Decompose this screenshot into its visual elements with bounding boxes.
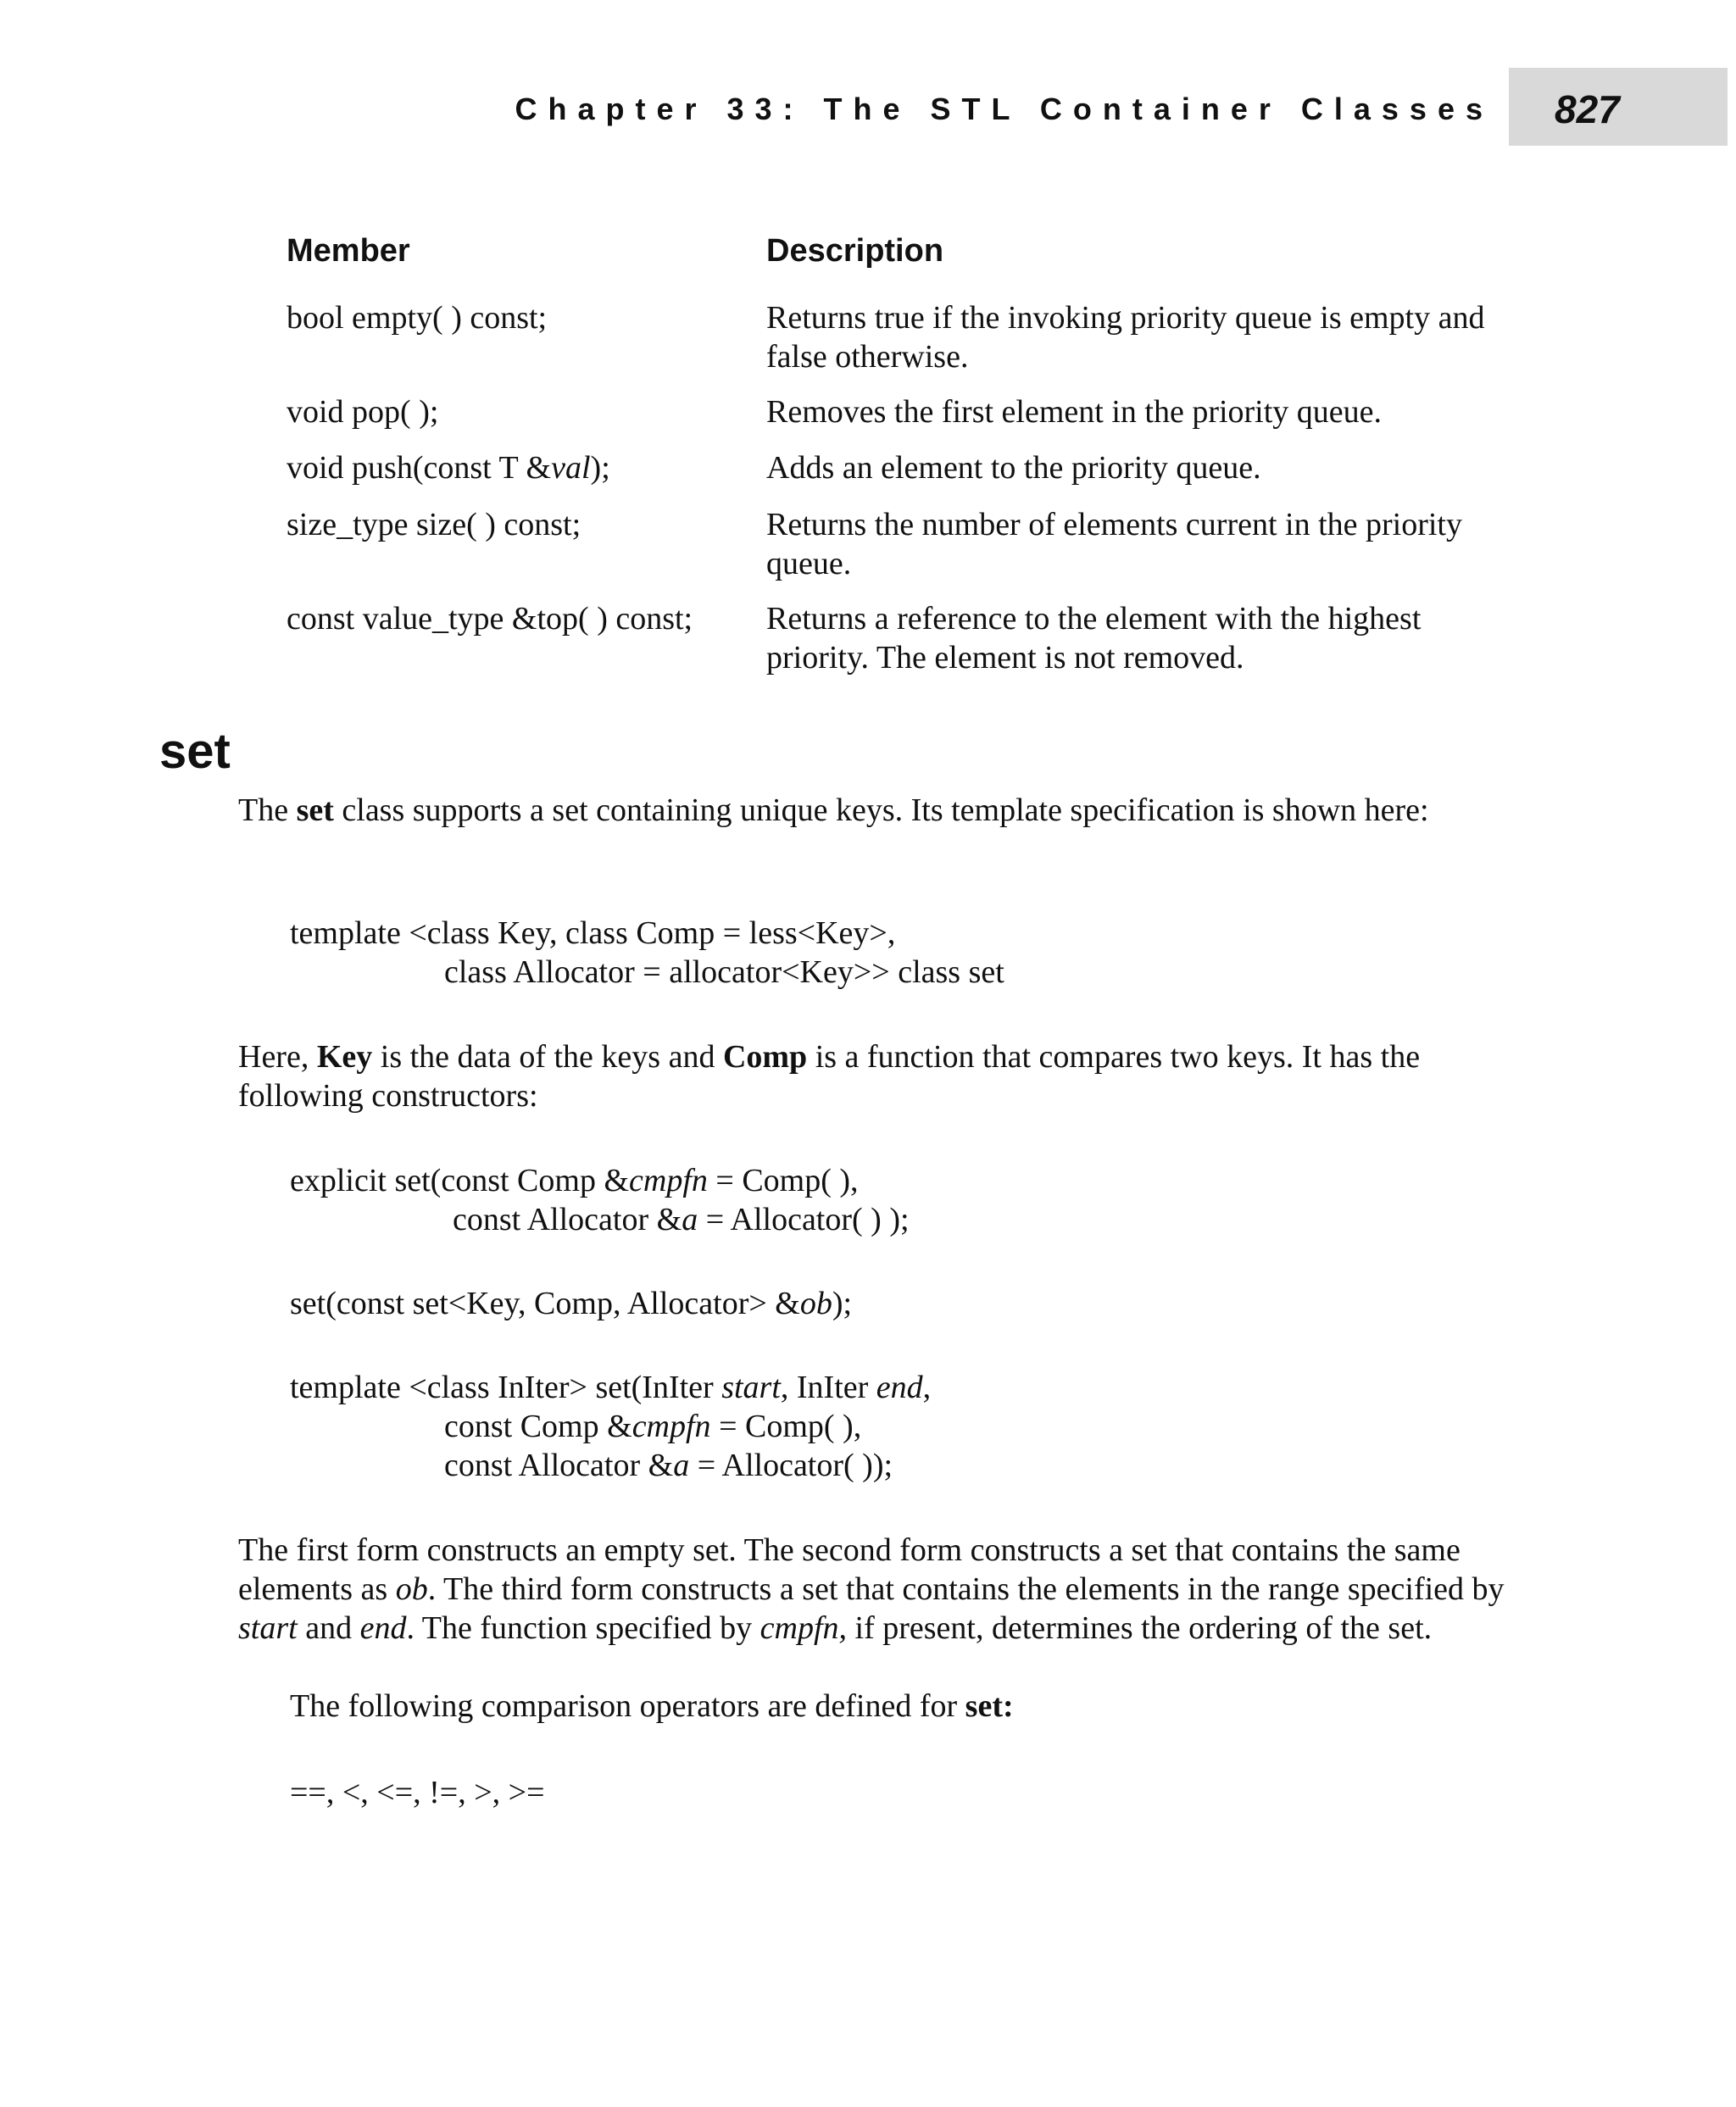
operators-list: ==, <, <=, !=, >, >= [290,1775,545,1810]
column-header-description: Description [766,233,944,269]
chapter-title: Chapter 33: The STL Container Classes [515,92,1494,126]
key-comp-paragraph: Here, Key is the data of the keys and Comp is a function that compares two keys. It has the following constructors: [238,1039,1421,1114]
page-number: 827 [1555,87,1620,131]
member-description: Returns the number of elements current in the priority queue. [766,507,1462,581]
code-line: explicit set(const Comp &cmpfn = Comp( ), [290,1163,859,1198]
code-line: const Allocator &a = Allocator( ) ); [453,1202,910,1237]
code-line: class Allocator = allocator<Key>> class set [444,954,1004,990]
page-number-tab [1509,68,1728,146]
intro-paragraph: The set class supports a set containing unique keys. Its template specification is shown here: [238,792,1429,828]
member-signature: size_type size( ) const; [287,507,581,542]
code-line: template <class InIter> set(InIter start, InIter end, [290,1370,932,1405]
member-description: Returns a reference to the element with the highest priority. The element is not removed. [766,601,1422,675]
member-signature: const value_type &top( ) const; [287,601,693,637]
operators-paragraph: The following comparison operators are defined for set: [290,1688,1014,1724]
member-description: Returns true if the invoking priority queue is empty and false otherwise. [766,300,1485,375]
member-description: Removes the first element in the priority queue. [766,394,1383,430]
code-line: set(const set<Key, Comp, Allocator> &ob); [290,1286,853,1321]
column-header-member: Member [287,233,410,269]
member-signature: void pop( ); [287,394,439,430]
code-line: template <class Key, class Comp = less<Key>, [290,915,896,951]
forms-paragraph: The first form constructs an empty set. The second form constructs a set that contains the same elements as ob. The third form constructs a set that contains the elements in the range specified by start and end. The function specified by cmpfn, if present, determines the ordering of the set. [238,1532,1505,1646]
member-signature: bool empty( ) const; [287,300,548,336]
member-signature: void push(const T &val); [287,450,610,486]
section-heading: set [159,724,231,779]
member-description: Adds an element to the priority queue. [766,450,1261,486]
code-line: const Comp &cmpfn = Comp( ), [444,1409,862,1444]
code-line: const Allocator &a = Allocator( )); [444,1448,893,1483]
